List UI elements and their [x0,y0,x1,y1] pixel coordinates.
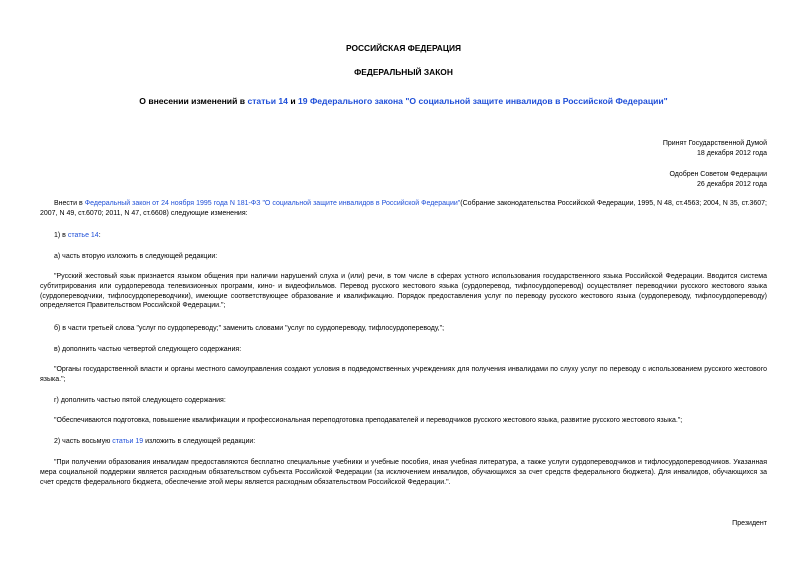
item-2-suffix: изложить в следующей редакции: [143,438,256,445]
federal-law-link[interactable]: Федеральный закон от 24 ноября 1995 года N 181-ФЗ "О социальной защите инвалидов в Российской Федерации" [84,200,461,207]
doc-type-heading: ФЕДЕРАЛЬНЫЙ ЗАКОН [354,67,453,77]
item-1-prefix: 1) в [54,232,68,239]
item-1c: в) дополнить частью четвертой следующего содержания: [54,346,242,353]
item-1-suffix: : [98,232,101,239]
president-signature: Президент [732,520,767,527]
quote-education: "При получении образования инвалидам предоставляются бесплатно специальные учебники и учебные пособия, иная учебная литература, а также услуги сурдопереводчиков и тифлосурдопереводчиков. Указанная мера социальной поддержки является расходным обязательством субъекта Российской Федерации (за исключением инвалидов, обучающихся за счет средств федерального бюджета). Для инвалидов, обучающихся за счет средств федерального бюджета, обеспечение этой меры является расходным обязательством Российской Федерации.". [40,459,767,486]
duma-adoption-line1: Принят Государственной Думой [662,140,767,147]
article-19-body-link[interactable]: статьи 19 [112,438,144,445]
intro-suffix: (Собрание законодательства Российской Федерации, 1995, N 48, ст.4563; 2004, N 35, ст.3607; 2007, N 49, ст.6070; 2011, N 47, ст.6608) следующие изменения: [40,200,767,217]
council-approval-line1: Одобрен Советом Федерации [669,171,767,178]
article-19-law-link[interactable]: 19 Федерального закона "О социальной защите инвалидов в Российской Федерации" [298,96,668,106]
duma-adoption [663,139,767,159]
item-1b: б) в части третьей слова "услуг по сурдопереводу;" заменить словами "услуг по сурдопереводу, тифлосурдопереводу,"; [54,325,445,332]
law-title [0,97,807,107]
intro-paragraph [40,199,767,219]
intro-prefix: Внести в [54,200,85,207]
item-2 [54,437,255,447]
article-14-link[interactable]: статьи 14 [247,96,288,106]
quote-sign-language: "Русский жестовый язык признается языком общения при наличии нарушений слуха и (или) речи, в том числе в сферах устного использования государственного языка Российской Федерации. Вводится система субтитрирования или сурдоперевода телевизионных программ, кино- и видеофильмов. Перевод русского жестового языка (сурдоперевод, тифлосурдоперевод) осуществляет переводчики русского жестового языка (сурдопереводчики, тифлосурдопереводчики), имеющие соответствующее образование и квалификацию. Порядок предоставления услуг по переводу русского жестового языка (сурдопереводу, тифлосурдопереводу) определяется Правительством Российской Федерации."; [40,273,767,310]
item-1a: а) часть вторую изложить в следующей редакции: [54,253,218,260]
item-2-prefix: 2) часть восьмую [54,438,113,445]
law-title-prefix: О внесении изменений в [139,96,248,106]
item-1 [54,231,101,241]
council-approval [669,170,767,190]
quote-training: "Обеспечиваются подготовка, повышение квалификации и профессиональная переподготовка преподавателей и переводчиков русского жестового языка, развитие русского жестового языка."; [54,417,683,424]
article-14-body-link[interactable]: статье 14 [67,232,99,239]
law-title-mid: и [287,96,298,106]
council-approval-date: 26 декабря 2012 года [696,180,767,188]
country-heading: РОССИЙСКАЯ ФЕДЕРАЦИЯ [345,43,462,53]
duma-adoption-date: 18 декабря 2012 года [696,149,767,157]
quote-authorities: "Органы государственной власти и органы местного самоуправления создают условия в подведомственных учреждениях для получения инвалидами по слуху услуг по переводу с использованием русского жестового языка."; [40,366,767,383]
item-1d: г) дополнить частью пятой следующего содержания: [54,397,226,404]
